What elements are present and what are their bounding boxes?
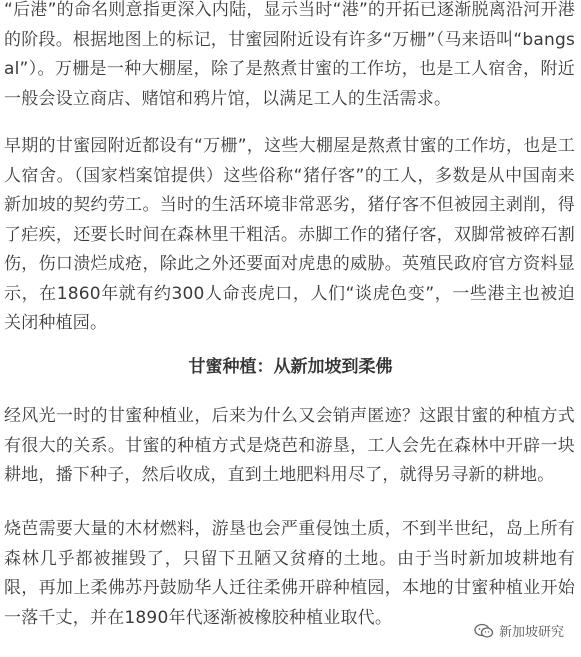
wechat-icon xyxy=(474,623,494,639)
watermark-label: 新加坡研究 xyxy=(498,625,564,640)
article-paragraph-1: “后港”的命名则意指更深入内陆，显示当时“港”的开拓已逐渐脱离沿河开港的阶段。根据地图上的标记，甘蜜园附近设有许多“万栅”（马来语叫“bangsal”）。万栅是一种大棚屋，除了是熬煮甘蜜的工作坊，也是工人宿舍，附近一般会设立商店、赌馆和鸦片馆，以满足工人的生活需求。 xyxy=(4,0,575,109)
article-paragraph-4: 烧芭需要大量的木材燃料，游垦也会严重侵蚀土质，不到半世纪，岛上所有森林几乎都被摧毁了，只留下丑陋又贫瘠的土地。由于当时新加坡耕地有限，再加上柔佛苏丹鼓励华人迁往柔佛开辟种植园，本地的甘蜜种植业开始一落千丈，并在1890年代逐渐被橡胶种植业取代。 xyxy=(4,519,575,628)
article-paragraph-2: 早期的甘蜜园附近都设有“万栅”，这些大棚屋是熬煮甘蜜的工作坊，也是工人宿舍。（国家档案馆提供）这些俗称“猪仔客”的工人，多数是从中国南来新加坡的契约劳工。当时的生活环境非常恶劣，猪仔客不但被园主剥削，得了疟疾，还要长时间在森林里干粗活。赤脚工作的猪仔客，双脚常被碎石割伤，伤口溃烂成疮，除此之外还要面对虎患的威胁。英殖民政府官方资料显示，在1860年就有约300人命丧虎口，人们“谈虎色变”，一些港主也被迫关闭种植园。 xyxy=(4,136,575,333)
section-heading: 甘蜜种植：从新加坡到柔佛 xyxy=(188,357,393,377)
article-paragraph-3: 经风光一时的甘蜜种植业，后来为什么又会销声匿迹？这跟甘蜜的种植方式有很大的关系。甘蜜的种植方式是烧芭和游垦，工人会先在森林中开辟一块耕地，播下种子，然后收成，直到土地肥料用尽了，就得另寻新的耕地。 xyxy=(4,406,575,485)
source-watermark xyxy=(471,620,567,641)
